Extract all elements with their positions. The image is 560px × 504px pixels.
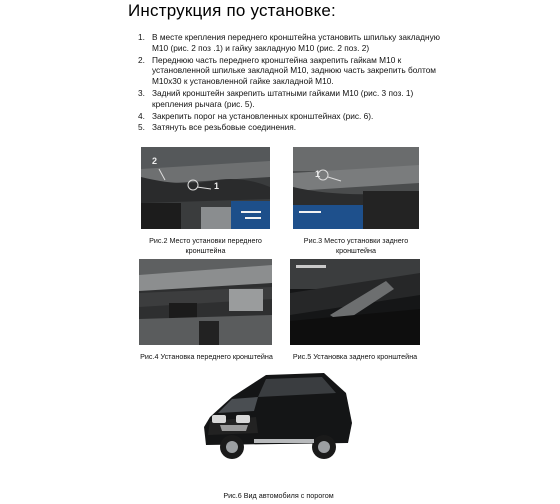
step-number: 2.	[138, 54, 145, 65]
instruction-step	[138, 55, 448, 87]
step-text: Закрепить порог на установленных кронштейнах (рис. 6).	[152, 110, 374, 121]
step-number: 1.	[138, 32, 145, 42]
rear-bracket-installation-photo	[290, 259, 420, 345]
instruction-step	[138, 111, 448, 122]
caption-line: Рис.3 Место установки заднего	[303, 236, 409, 245]
figure-marker: 1	[315, 169, 321, 179]
instruction-step	[138, 88, 448, 110]
step-text: В месте крепления переднего кронштейна установить шпильку закладную М10 (рис. 2 поз .1) и гайку закладную М10 (рис. 2 поз. 2)	[152, 32, 440, 53]
caption-line: кронштейна	[335, 246, 377, 255]
figure-caption: Рис.5 Установка заднего кронштейна	[292, 352, 418, 361]
figure-marker: 2	[152, 156, 158, 166]
figure-marker: 1	[214, 181, 220, 191]
figure-caption: Рис.6 Вид автомобиля с порогом	[223, 491, 334, 500]
step-text: Затянуть все резьбовые соединения.	[152, 122, 297, 133]
page-title: Инструкция по установке:	[128, 1, 336, 20]
instruction-list	[138, 32, 448, 134]
instruction-step	[138, 32, 448, 54]
figure-caption	[141, 236, 270, 256]
caption-line: Рис.2 Место установки переднего	[149, 236, 262, 245]
figure-caption: Рис.4 Установка переднего кронштейна	[140, 352, 273, 361]
caption-line: кронштейна	[185, 246, 226, 255]
instruction-step	[138, 122, 448, 133]
step-text: Переднюю часть переднего кронштейна закрепить гайкам М10 к установленной шпильке закладной М10, заднюю часть закрепить болтом М10х30 к установленной гайке закладной М10.	[152, 54, 437, 87]
step-number: 4.	[138, 110, 145, 121]
figure-caption	[293, 236, 419, 256]
step-text: Задний кронштейн закрепить штатными гайками М10 (рис. 3 поз. 1) крепления рычага (рис. 5).	[152, 87, 414, 109]
rear-mount-location-photo	[293, 147, 419, 229]
step-number: 5.	[138, 122, 145, 133]
step-number: 3.	[138, 87, 145, 98]
front-bracket-installation-photo	[139, 259, 272, 345]
front-mount-location-photo	[141, 147, 270, 229]
vehicle-with-side-step-photo	[196, 367, 361, 465]
